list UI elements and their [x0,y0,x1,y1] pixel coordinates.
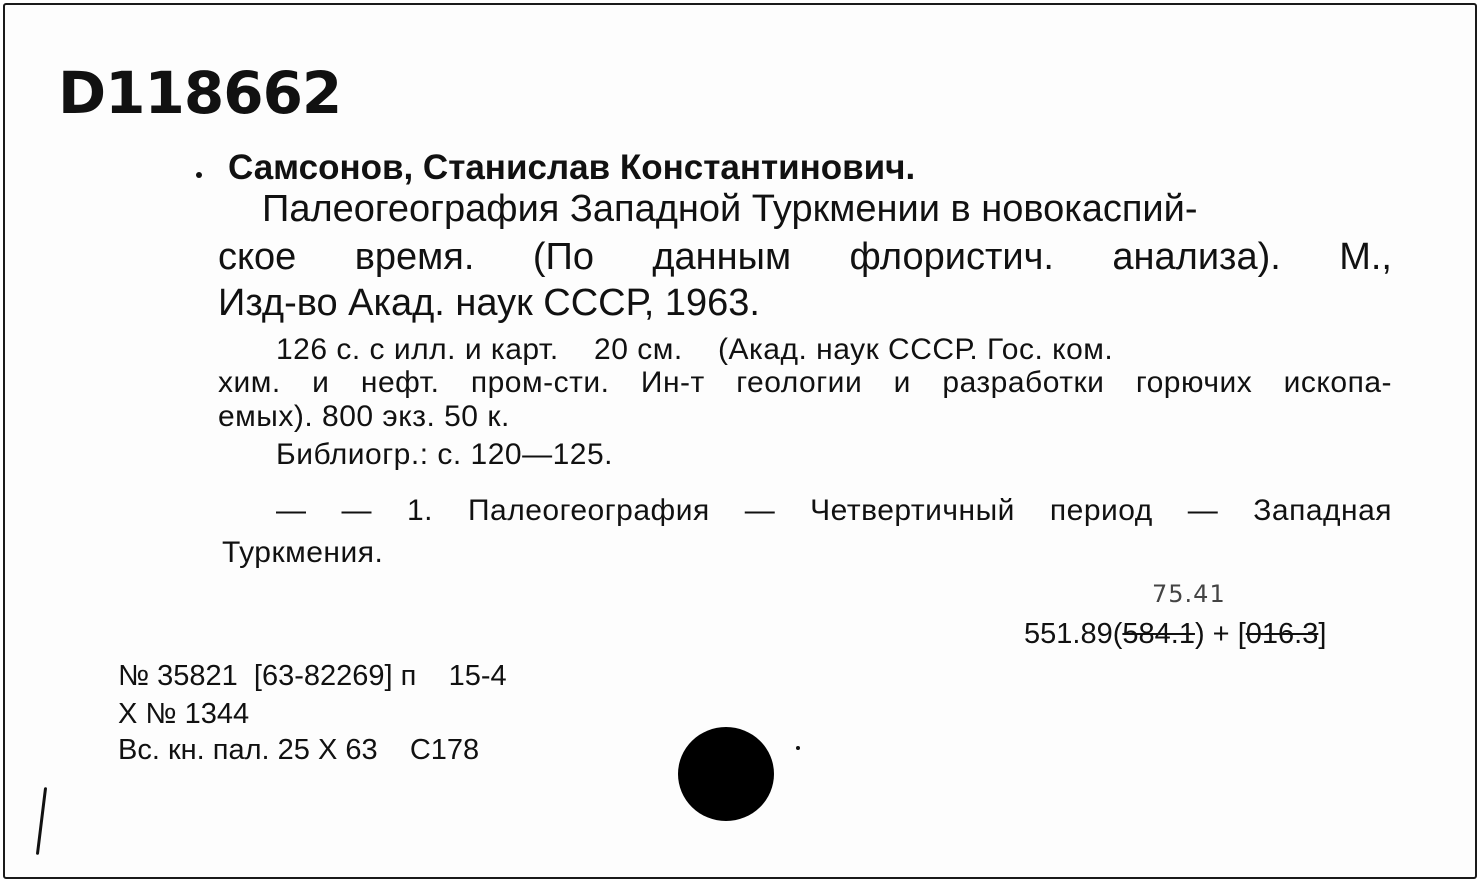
description-line-1: 126 с. с илл. и карт. 20 см. (Акад. наук СССР. Гос. ком. [276,333,1114,366]
description-line-2: хим. и нефт. пром-сти. Ин-т геологии и разработки горючих ископа- [218,366,1392,399]
title-line-1: Палеогеография Западной Туркмении в новокаспий- [262,188,1198,230]
classification-paren-close: ) [1194,618,1205,650]
classification-bracket-open: [ [1237,618,1246,650]
classification-crossed-1: 584.1 [1122,618,1195,650]
title-line-3: Изд-во Акад. наук СССР, 1963. [218,282,760,324]
footer-line-2: X № 1344 [118,698,250,730]
subject-line-2: Туркмения. [222,536,384,569]
handwritten-note: 75.41 [1152,580,1226,608]
description-line-3: емых). 800 экз. 50 к. [218,400,510,433]
classification-plus: + [1204,618,1238,650]
footer-line-3: Вс. кн. пал. 25 X 63 С178 [118,734,480,766]
footer-line-1: № 35821 [63-82269] п 15-4 [118,660,507,692]
bibliography-line: Библиогр.: с. 120—125. [276,438,613,471]
subject-line-1: — — 1. Палеогеография — Четвертичный период — Западная [276,494,1392,527]
call-number: D118662 [58,59,342,127]
punch-hole [678,727,774,821]
classification-main: 551.89 [1024,618,1113,650]
classification-bracket-close: ] [1318,618,1327,650]
classification-crossed-2: 016.3 [1245,618,1319,650]
title-line-2: ское время. (По данным флористич. анализа). М., [218,236,1392,278]
bullet-dot [196,172,202,178]
classification-paren-open: ( [1112,618,1123,650]
classification-number [1024,620,1326,649]
speck-dot [796,746,800,750]
author-heading: Самсонов, Станислав Константинович. [228,148,916,187]
